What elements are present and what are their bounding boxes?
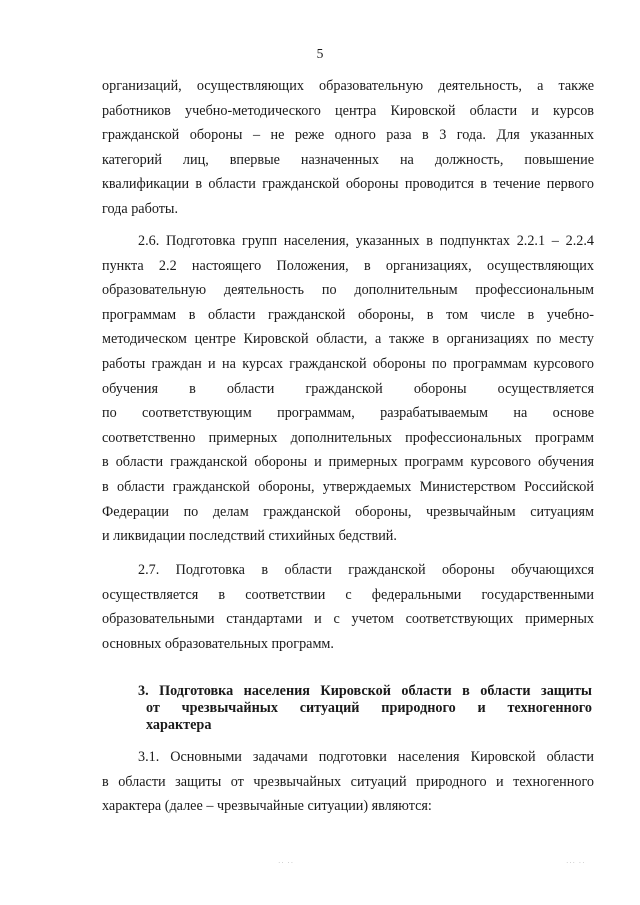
text-line: в области гражданской обороны, утверждаемых Министерством Российской: [102, 478, 594, 495]
text-line: образовательную деятельность по дополнительным профессиональным: [102, 282, 594, 299]
text-line: категорий лиц, впервые назначенных на должность, повышение: [102, 151, 594, 168]
text-line: пункта 2.2 настоящего Положения, в организациях, осуществляющих: [102, 257, 594, 274]
text-line: организаций, осуществляющих образовательную деятельность, а также: [102, 78, 594, 94]
text-line: работы граждан и на курсах гражданской обороны по программам курсового: [102, 355, 594, 372]
text-line: Федерации по делам гражданской обороны, чрезвычайным ситуациям: [102, 503, 594, 520]
text-line: характера (далее – чрезвычайные ситуации) являются:: [102, 798, 432, 815]
text-line: гражданской обороны – не реже одного раза в 3 года. Для указанных: [102, 127, 594, 144]
paragraph-3-1: [102, 745, 594, 819]
paragraph-2-7: [102, 558, 594, 656]
text-line: в области гражданской обороны и примерных программ курсового обучения: [102, 454, 594, 471]
text-line: по соответствующим программам, разрабатываемым на основе: [102, 405, 594, 422]
text-line: обучения в области гражданской обороны осуществляется: [102, 380, 594, 397]
text-line: 3.1. Основными задачами подготовки населения Кировской области: [138, 749, 594, 765]
text-line: методическом центре Кировской области, а также в организациях по месту: [102, 331, 594, 348]
text-line: 2.7. Подготовка в области гражданской обороны обучающихся: [138, 562, 594, 578]
text-line: в области защиты от чрезвычайных ситуаций природного и техногенного: [102, 773, 594, 790]
text-line: квалификации в области гражданской обороны проводится в течение первого: [102, 176, 594, 193]
text-line: осуществляется в соответствии с федеральными государственными: [102, 586, 594, 603]
text-line: программам в области гражданской обороны, в том числе в учебно-: [102, 306, 594, 323]
section-3-heading: [138, 683, 592, 734]
heading-line: характера: [146, 717, 212, 733]
text-line: и ликвидации последствий стихийных бедствий.: [102, 528, 397, 545]
text-line: соответственно примерных дополнительных профессиональных программ: [102, 429, 594, 446]
paragraph-continuation: [102, 74, 594, 222]
heading-line: 3. Подготовка населения Кировской области в области защиты: [138, 683, 592, 699]
heading-line: от чрезвычайных ситуаций природного и техногенного: [146, 700, 592, 716]
text-line: работников учебно-методического центра Кировской области и курсов: [102, 102, 594, 119]
text-line: основных образовательных программ.: [102, 635, 334, 652]
text-line: 2.6. Подготовка групп населения, указанных в подпунктах 2.2.1 – 2.2.4: [138, 233, 594, 249]
text-line: года работы.: [102, 200, 179, 217]
paragraph-2-6: [102, 229, 594, 549]
page-number: 5: [316, 46, 324, 61]
text-line: образовательными стандартами и с учетом соответствующих примерных: [102, 611, 594, 628]
scan-mark: ˙˙˙ ˙˙: [566, 861, 586, 869]
scan-mark: ˙˙ ˙˙: [278, 861, 295, 869]
